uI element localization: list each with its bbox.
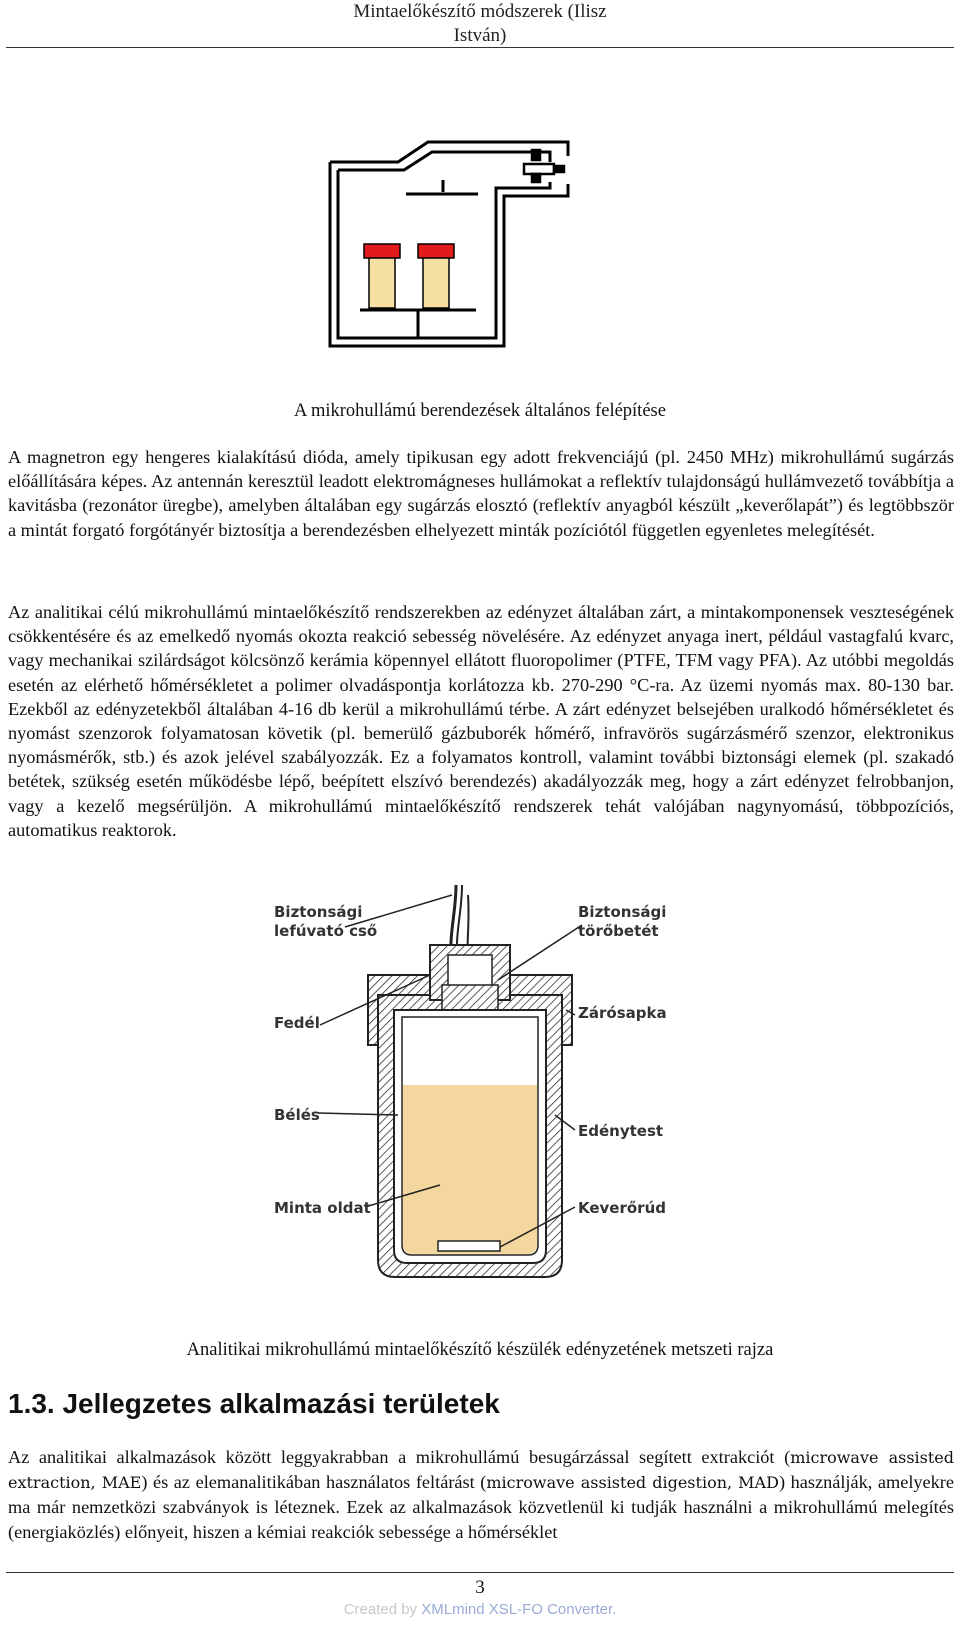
label-vessel: Edénytest (578, 1122, 664, 1140)
sample-vessels (364, 244, 454, 308)
paragraph-applications (8, 1445, 954, 1544)
label-lid: Fedél (274, 1014, 320, 1032)
magnetron (524, 150, 564, 182)
p3-term-mad: microwave assisted digestion, MAD (486, 1473, 779, 1493)
label-rupture-line2: törőbetét (578, 922, 659, 940)
creator-credit (0, 1601, 960, 1618)
page-header (0, 0, 960, 48)
header-title-line2: István) (453, 25, 507, 46)
header-divider (6, 47, 954, 48)
creator-text: Created by (343, 1601, 422, 1618)
p3-text2: ) és az elemanalitikában használatos feltárást ( (141, 1472, 487, 1493)
footer-divider (6, 1572, 954, 1573)
section-heading: 1.3. Jellegzetes alkalmazási területek (8, 1388, 500, 1419)
converter-link[interactable]: XMLmind XSL-FO Converter. (421, 1601, 617, 1618)
microwave-apparatus-diagram (328, 140, 592, 364)
p3-text1: Az analitikai alkalmazások között leggyakrabban a mikrohullámú besugárzással segített extrakciót ( (8, 1447, 791, 1467)
p3-term-mae: microwave assisted extraction, MAE (8, 1448, 954, 1493)
label-stirrer: Keverőrúd (578, 1199, 667, 1217)
vessel-cross-section-diagram (270, 885, 690, 1290)
paragraph-magnetron: A magnetron egy hengeres kialakítású dióda, amely tipikusan egy adott frekvenciájú (pl. 2450 MHz) mikrohullámú sugárzás előállítására képes. Az antennán keresztül leadott elektromágneses hullámokat a reflektív tulajdonságú hullámvezető továbbítja a kavitásba (rezonátor üregbe), amelyben általában egy sugárzás elosztó (reflektív anyagból készült „keverőlapát”) és legtöbbször a mintát forgató forgótányér biztosítja a berendezésben elhelyezett minták pozíciótól független egyenletes melegítését. (8, 447, 954, 540)
p3-text3: ) használják, amelyekre ma már nemzetközi szabványok is léteznek. Ezek az alkalmazások közvetlenül ki tudják használni a mikrohullámú melegítés (energiaközlés) előnyeit, hiszen a kémiai reakciók sebessége a hőmérséklet (8, 1472, 955, 1542)
label-sample: Minta oldat (274, 1199, 371, 1217)
label-liner: Bélés (274, 1106, 320, 1124)
label-rupture-line1: Biztonsági (578, 903, 667, 921)
label-cap: Zárósapka (578, 1004, 667, 1022)
page-number: 3 (475, 1577, 485, 1598)
sample-solution (403, 1085, 537, 1254)
stir-bar (438, 1241, 500, 1251)
figure1-caption: A mikrohullámú berendezések általános felépítése (294, 401, 666, 421)
paragraph-vessels: Az analitikai célú mikrohullámú mintaelőkészítő rendszerekben az edényzet általában zárt, a mintakomponensek veszteségének csökkentésére és az emelkedő nyomás okozta reakció sebesség növelésére. Az edényzet anyaga inert, például vastagfalú kvarc, vagy mechanikai szilárdságot kölcsönző kerámia köpennyel ellátott fluoropolimer (PTFE, TFM vagy PFA). Az utóbbi megoldás esetén az elérhető hőmérsékletet a polimer olvadáspontja korlátozza kb. 270-290 °C-ra. Az üzemi nyomás max. 80-130 bar. Ezekből az edényzetekből általában 4-16 db kerül a mikrohullámú térbe. A zárt edényzet belsejében uralkodó hőmérsékletet és nyomást szenzorok folyamatosan követik (pl. bemerülő gázbuborék hőmérő, infravörös sugárzásmérő szenzor, elektronikus nyomásmérők, stb.) és azok jelével szabályozzák. Ez a folyamatos kontroll, valamint további biztonsági elemek (pl. szakadó betétek, szükség esetén működésbe lépő, beépített elszívó berendezés) akadályozzák meg, hogy a zárt edényzet felrobbanjon, vagy a kezelő megsérüljön. A mikrohullámú mintaelőkészítő rendszerek tehát valójában nagynyomású, többpozíciós, automatikus reaktorok. (8, 602, 954, 840)
label-vent-line1: Biztonsági (274, 903, 363, 921)
label-vent-line2: lefúvató cső (274, 922, 378, 940)
header-title-line1: Mintaelőkészítő módszerek (Ilisz (353, 1, 607, 22)
figure2-caption: Analitikai mikrohullámú mintaelőkészítő készülék edényzetének metszeti rajza (186, 1340, 774, 1360)
